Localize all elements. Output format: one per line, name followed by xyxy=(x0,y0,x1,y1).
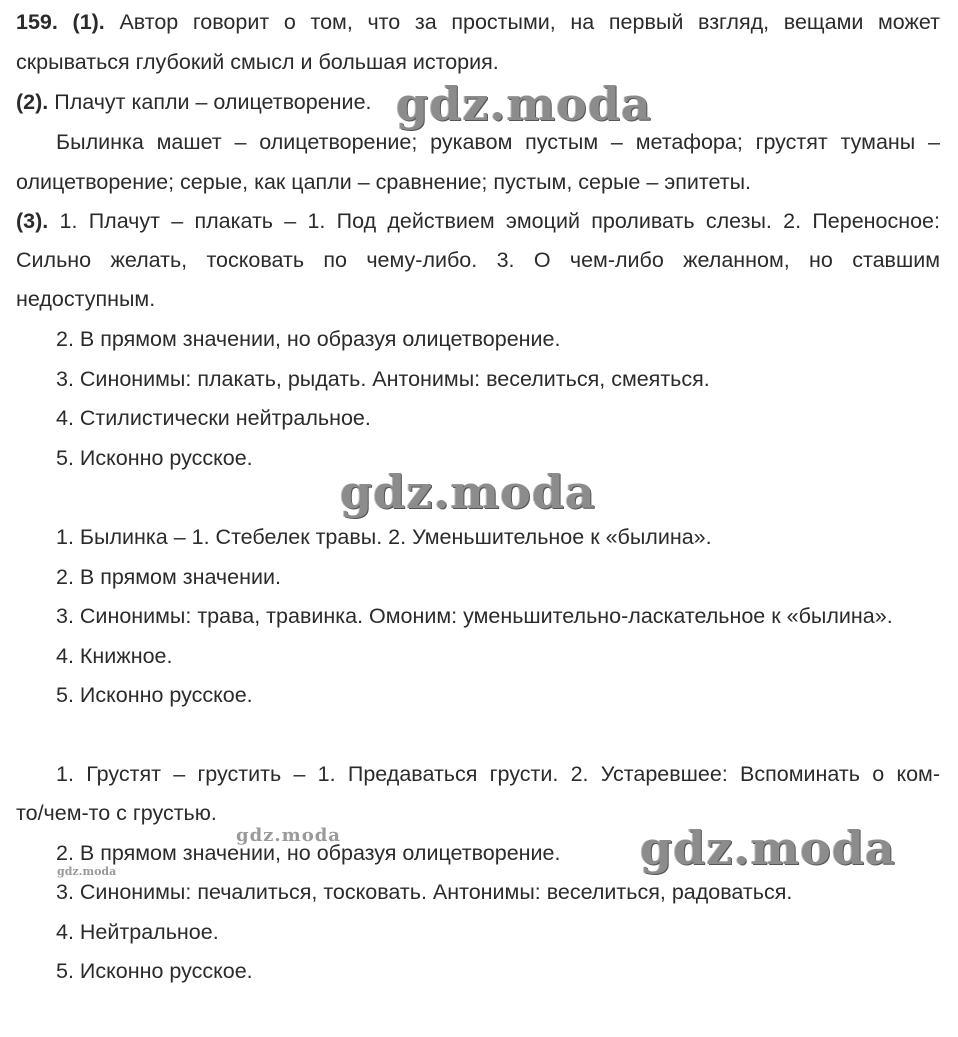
word3-item-1-line-2: то/чем-то с грустью. xyxy=(16,801,217,825)
task-number: 159. xyxy=(16,10,58,34)
word3-item-5: 5. Исконно русское. xyxy=(56,959,253,983)
part-2-label: (2). xyxy=(16,90,49,114)
watermark-logo: gdz.moda xyxy=(340,465,596,519)
word2-item-1: 1. Былинка – 1. Стебелек травы. 2. Уменьшительное к «былина». xyxy=(56,525,712,549)
answer-3-line-1 xyxy=(16,206,940,236)
answer-3-line-3: недоступным. xyxy=(16,287,156,311)
answer-2-line-2: Былинка машет – олицетворение; рукавом пустым – метафора; грустят туманы – xyxy=(56,130,940,154)
word3-item-2: 2. В прямом значении, но образуя олицетворение. xyxy=(56,841,561,865)
answer-1-line-2: скрываться глубокий смысл и большая история. xyxy=(16,50,499,74)
word2-item-2: 2. В прямом значении. xyxy=(56,565,281,589)
watermark-logo-small: gdz.moda xyxy=(236,825,341,846)
watermark-logo: gdz.moda xyxy=(396,77,652,131)
word2-item-5: 5. Исконно русское. xyxy=(56,683,253,707)
word3-item-4: 4. Нейтральное. xyxy=(56,920,219,944)
word2-item-3: 3. Синонимы: трава, травинка. Омоним: уменьшительно-ласкательное к «былина». xyxy=(56,604,893,628)
part-3-label: (3). xyxy=(16,209,49,233)
answer-1-text-1: Автор говорит о том, что за простыми, на первый взгляд, вещами может xyxy=(119,10,940,34)
word1-item-3: 3. Синонимы: плакать, рыдать. Антонимы: веселиться, смеяться. xyxy=(56,367,710,391)
watermark-logo-tiny: gdz.moda xyxy=(57,865,117,878)
answer-3-text-1: 1. Плачут – плакать – 1. Под действием эмоций проливать слезы. 2. Переносное: xyxy=(59,209,940,233)
word2-item-4: 4. Книжное. xyxy=(56,644,173,668)
answer-2-text-1: Плачут капли – олицетворение. xyxy=(54,90,372,114)
watermark-logo: gdz.moda xyxy=(640,821,896,875)
word3-item-3: 3. Синонимы: печалиться, тосковать. Антонимы: веселиться, радоваться. xyxy=(56,880,793,904)
word1-item-5: 5. Исконно русское. xyxy=(56,446,253,470)
part-1-label: (1). xyxy=(72,10,105,34)
word1-item-2: 2. В прямом значении, но образуя олицетворение. xyxy=(56,327,561,351)
answer-3-line-2: Сильно желать, тосковать по чему-либо. 3. О чем-либо желанном, но ставшим xyxy=(16,248,940,272)
word3-item-1-line-1: 1. Грустят – грустить – 1. Предаваться грусти. 2. Устаревшее: Вспоминать о ком- xyxy=(56,762,940,786)
answer-2-line-3: олицетворение; серые, как цапли – сравнение; пустым, серые – эпитеты. xyxy=(16,170,752,194)
answer-1-line-1 xyxy=(16,7,940,37)
word1-item-4: 4. Стилистически нейтральное. xyxy=(56,406,371,430)
